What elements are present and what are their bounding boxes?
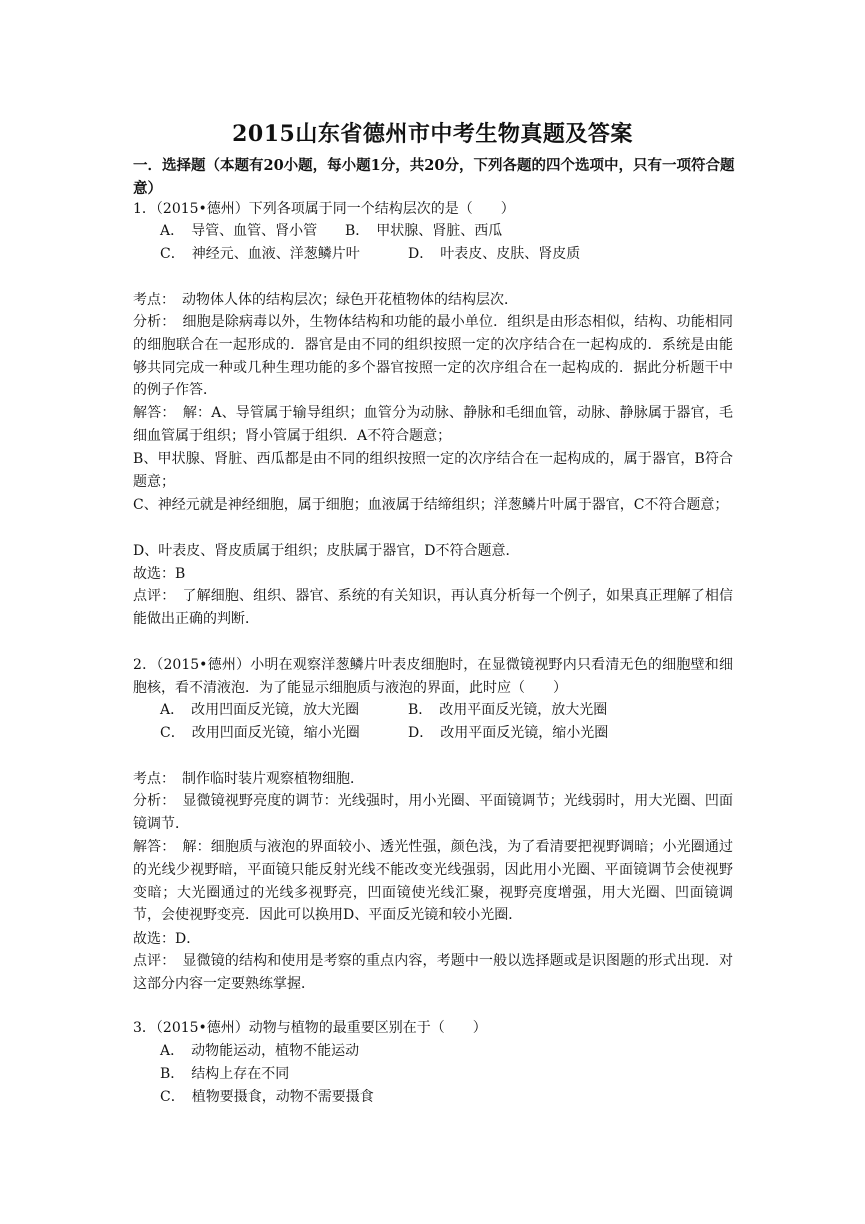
question-2-option-d: D． 改用平面反光镜，缩小光圈 bbox=[408, 725, 609, 741]
question-3-option-a: A． 动物能运动，植物不能运动 bbox=[160, 1043, 360, 1059]
question-1-option-b: B． 甲状腺、肾脏、西瓜 bbox=[345, 223, 503, 239]
question-1-jieda-1: 解答： 解：A、导管属于输导组织；血管分为动脉、静脉和毛细血管，动脉、静脉属于器官，毛细血管属于组织；肾小管属于组织．A不符合题意； bbox=[133, 405, 733, 444]
question-1-jieda-2: B、甲状腺、肾脏、西瓜都是由不同的组织按照一定的次序结合在一起构成的，属于器官，B符合题意； bbox=[133, 451, 733, 490]
question-2-answer: 故选：D． bbox=[133, 931, 201, 947]
question-3-option-b: B． 结构上存在不同 bbox=[160, 1066, 290, 1082]
question-2-option-c: C． 改用凹面反光镜，缩小光圈 bbox=[160, 725, 360, 741]
question-3-stem: 3．（2015•德州）动物与植物的最重要区别在于（ ） bbox=[133, 1020, 487, 1036]
question-2-stem: 2．（2015•德州）小明在观察洋葱鳞片叶表皮细胞时，在显微镜视野内只看清无色的细胞壁和细胞核，看不清液泡．为了能显示细胞质与液泡的界面，此时应（ ） bbox=[133, 657, 733, 696]
question-1-stem: 1．（2015•德州）下列各项属于同一个结构层次的是（ ） bbox=[133, 201, 515, 217]
section-header: 一．选择题（本题有20小题，每小题1分，共20分，下列各题的四个选项中，只有一项符合题意） bbox=[133, 157, 735, 197]
question-1-jieda-4: D、叶表皮、肾皮质属于组织；皮肤属于器官，D不符合题意． bbox=[133, 543, 520, 559]
question-2-option-b: B． 改用平面反光镜，放大光圈 bbox=[408, 702, 608, 718]
question-1-jieda-3: C、神经元就是神经细胞，属于细胞；血液属于结缔组织；洋葱鳞片叶属于器官，C不符合题意； bbox=[133, 497, 729, 513]
page-title: 2015山东省德州市中考生物真题及答案 bbox=[232, 121, 633, 147]
question-2-dianping: 点评： 显微镜的结构和使用是考察的重点内容，考题中一般以选择题或是识图题的形式出现．对这部分内容一定要熟练掌握． bbox=[133, 953, 733, 992]
question-2-option-a: A． 改用凹面反光镜，放大光圈 bbox=[160, 702, 360, 718]
question-2-kaodian: 考点： 制作临时装片观察植物细胞． bbox=[133, 771, 364, 787]
question-2-fenxi: 分析： 显微镜视野亮度的调节：光线强时，用小光圈、平面镜调节；光线弱时，用大光圈、凹面镜调节． bbox=[133, 793, 733, 832]
question-1-answer: 故选：B bbox=[133, 566, 186, 582]
question-2-jieda: 解答： 解：细胞质与液泡的界面较小、透光性强，颜色浅，为了看清要把视野调暗；小光圈通过的光线少视野暗，平面镜只能反射光线不能改变光线强弱，因此用小光圈、平面镜调节会使视野变暗；大光圈通过的光线多视野亮，凹面镜使光线汇聚，视野亮度增强，用大光圈、凹面镜调节，会使视野变亮．因此可以换用D、平面反光镜和较小光圈． bbox=[133, 839, 733, 924]
question-1-kaodian: 考点： 动物体人体的结构层次；绿色开花植物体的结构层次． bbox=[133, 292, 518, 308]
question-1-dianping: 点评： 了解细胞、组织、器官、系统的有关知识，再认真分析每一个例子，如果真正理解了相信能做出正确的判断． bbox=[133, 588, 733, 627]
question-1-fenxi: 分析： 细胞是除病毒以外，生物体结构和功能的最小单位．组织是由形态相似，结构、功能相同的细胞联合在一起形成的．器官是由不同的组织按照一定的次序结合在一起构成的．系统是由能够共同完成一种或几种生理功能的多个器官按照一定的次序组合在一起构成的．据此分析题干中的例子作答． bbox=[133, 314, 733, 399]
question-1-option-d: D． 叶表皮、皮肤、肾皮质 bbox=[408, 246, 581, 262]
question-1-option-a: A． 导管、血管、肾小管 bbox=[160, 223, 318, 239]
question-1-option-c: C． 神经元、血液、洋葱鳞片叶 bbox=[160, 246, 360, 262]
question-3-option-c: C． 植物要摄食，动物不需要摄食 bbox=[160, 1089, 374, 1105]
